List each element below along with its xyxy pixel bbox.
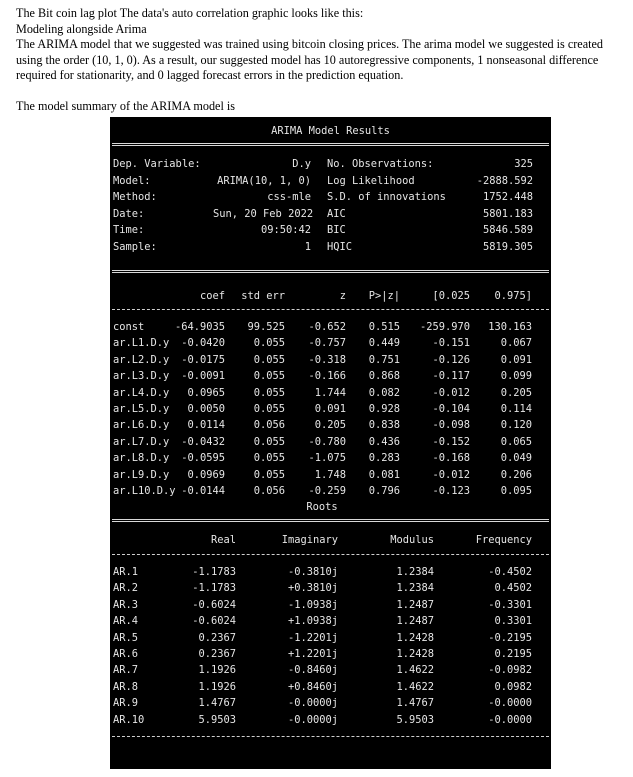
root-value: 1.4622 [396, 680, 434, 693]
model-info-row [113, 175, 548, 191]
model-info-row [113, 191, 548, 207]
coef-row [113, 403, 548, 419]
root-value: +0.3810j [287, 582, 338, 595]
coef-header-cell: 0.975] [494, 290, 532, 302]
info-value: D.y [292, 158, 311, 170]
coef-value: 0.099 [500, 370, 532, 383]
roots-row [113, 697, 548, 713]
coef-value: 0.055 [253, 337, 285, 350]
coef-value: -0.0432 [181, 435, 225, 448]
coef-row [113, 387, 548, 403]
model-info-row [113, 158, 548, 174]
coef-value: 0.056 [253, 485, 285, 497]
coef-value: 0.055 [253, 452, 285, 465]
coef-value: -0.151 [432, 337, 470, 350]
coef-name: ar.L10.D.y [113, 485, 176, 497]
coef-value: 0.055 [253, 468, 285, 481]
coef-value: 0.0965 [187, 386, 225, 399]
coef-value: 0.0114 [187, 419, 225, 432]
roots-row [113, 714, 548, 730]
coef-name: ar.L4.D.y [113, 386, 170, 399]
coef-value: -0.757 [308, 337, 346, 350]
info-label: No. Observations: [327, 158, 434, 170]
root-name: AR.4 [113, 615, 139, 628]
root-value: 1.2428 [396, 648, 434, 660]
info-value: 1 [304, 240, 311, 253]
root-value: 5.9503 [396, 713, 434, 726]
roots-title [113, 501, 548, 517]
coef-name: ar.L3.D.y [113, 370, 170, 383]
coef-value: 0.868 [368, 370, 400, 383]
results-title-text: ARIMA Model Results [271, 125, 390, 137]
root-value: +1.2201j [287, 648, 338, 660]
coef-value: -0.0595 [181, 452, 225, 465]
info-label: HQIC [327, 240, 353, 253]
root-name: AR.6 [113, 648, 139, 660]
document-text [16, 6, 622, 115]
coef-header-cell: std err [241, 290, 285, 302]
root-value: 0.0982 [494, 680, 532, 693]
model-info-row [113, 224, 548, 240]
coef-value: 0.055 [253, 403, 285, 415]
info-value: css-mle [267, 191, 311, 203]
root-value: 1.2487 [396, 598, 434, 611]
roots-row [113, 615, 548, 631]
root-value: -0.2195 [488, 631, 532, 644]
root-name: AR.1 [113, 566, 139, 578]
double-rule [112, 519, 549, 522]
coef-value: 0.205 [500, 386, 532, 399]
model-info-row [113, 208, 548, 224]
root-value: -0.0000 [488, 697, 532, 710]
model-info-row [113, 241, 548, 257]
coef-value: 1.744 [314, 386, 346, 399]
coef-value: -0.168 [432, 452, 470, 465]
coef-value: -0.166 [308, 370, 346, 383]
coef-value: 0.091 [314, 403, 346, 415]
root-value: -1.1783 [192, 582, 236, 595]
coef-value: 1.748 [314, 468, 346, 481]
dashed-rule [112, 736, 549, 737]
coef-name: ar.L5.D.y [113, 403, 170, 415]
coef-value: -0.126 [432, 353, 470, 366]
coef-row [113, 436, 548, 452]
info-value: 5846.589 [482, 224, 533, 236]
root-value: 5.9503 [198, 713, 236, 726]
dashed-rule [112, 554, 549, 555]
coef-value: -0.012 [432, 386, 470, 399]
coef-header-cell: P>|z| [368, 290, 400, 302]
root-value: 1.2384 [396, 566, 434, 578]
coef-value: 0.049 [500, 452, 532, 465]
coef-header-cell: z [339, 290, 346, 302]
coef-value: 0.065 [500, 435, 532, 448]
coef-value: 0.055 [253, 353, 285, 366]
root-value: 1.2428 [396, 631, 434, 644]
coef-value: -259.970 [419, 321, 470, 333]
info-value: 325 [514, 158, 533, 170]
coef-header-cell: [0.025 [432, 290, 470, 302]
coef-row [113, 370, 548, 386]
coef-value: -0.104 [432, 403, 470, 415]
coef-value: 0.206 [500, 468, 532, 481]
intro-paragraph: The ARIMA model that we suggested was trained using bitcoin closing prices. The arima model we suggested is created using the order (10, 1, 0). As a result, our suggested model has 10 autoregressive components, 1 nonseasonal difference required for stationarity, and 0 lagged forecast errors in the prediction equation. [16, 37, 604, 83]
dashed-rule [112, 309, 549, 310]
root-name: AR.7 [113, 664, 139, 677]
root-name: AR.3 [113, 598, 139, 611]
summary-intro-line: The model summary of the ARIMA model is [16, 98, 236, 113]
root-name: AR.9 [113, 697, 139, 710]
root-value: -0.3301 [488, 598, 532, 611]
coef-value: -64.9035 [174, 321, 225, 333]
root-name: AR.10 [113, 713, 145, 726]
roots-row [113, 566, 548, 582]
root-value: -1.0938j [287, 598, 338, 611]
root-name: AR.2 [113, 582, 139, 595]
root-name: AR.5 [113, 631, 139, 644]
root-value: 0.4502 [494, 582, 532, 595]
coef-value: 0.055 [253, 386, 285, 399]
root-value: -0.0000j [287, 713, 338, 726]
coef-value: -0.259 [308, 485, 346, 497]
root-value: +1.0938j [287, 615, 338, 628]
coef-value: -0.152 [432, 435, 470, 448]
coef-header-row [113, 290, 548, 306]
roots-row [113, 582, 548, 598]
coef-value: -0.012 [432, 468, 470, 481]
coef-value: -0.123 [432, 485, 470, 497]
coef-row [113, 354, 548, 370]
info-value: ARIMA(10, 1, 0) [217, 174, 311, 187]
coef-value: 0.055 [253, 435, 285, 448]
coef-row [113, 419, 548, 435]
info-value: -2888.592 [476, 174, 533, 187]
coef-value: 0.283 [368, 452, 400, 465]
coef-header-cell: coef [199, 290, 225, 302]
coef-value: 0.114 [500, 403, 532, 415]
coef-value: -0.098 [432, 419, 470, 432]
coef-value: -0.780 [308, 435, 346, 448]
coef-value: 0.205 [314, 419, 346, 432]
root-value: -0.0000 [488, 713, 532, 726]
root-name: AR.8 [113, 680, 139, 693]
arima-summary-screenshot [110, 117, 551, 769]
coef-value: 0.081 [368, 468, 400, 481]
coef-value: 0.796 [368, 485, 400, 497]
info-label: S.D. of innovations [327, 191, 446, 203]
root-value: 1.4622 [396, 664, 434, 677]
root-value: 1.1926 [198, 680, 236, 693]
coef-value: -0.0091 [181, 370, 225, 383]
roots-row [113, 632, 548, 648]
coef-value: -0.117 [432, 370, 470, 383]
roots-header-cell: Imaginary [281, 534, 338, 546]
roots-row [113, 599, 548, 615]
info-label: Sample: [113, 240, 157, 253]
root-value: -0.4502 [488, 566, 532, 578]
info-value: 1752.448 [482, 191, 533, 203]
root-value: -0.3810j [287, 566, 338, 578]
coef-value: 0.515 [368, 321, 400, 333]
root-value: 1.4767 [198, 697, 236, 710]
double-rule [112, 270, 549, 273]
coef-value: 0.0969 [187, 468, 225, 481]
root-value: -0.6024 [192, 598, 236, 611]
coef-row [113, 452, 548, 468]
info-value: 5801.183 [482, 207, 533, 220]
root-value: 1.1926 [198, 664, 236, 677]
info-label: BIC [327, 224, 346, 236]
roots-header-row [113, 534, 548, 550]
root-value: -0.6024 [192, 615, 236, 628]
info-value: Sun, 20 Feb 2022 [213, 207, 314, 220]
root-value: -1.2201j [287, 631, 338, 644]
coef-value: 0.067 [500, 337, 532, 350]
root-value: -0.0000j [287, 697, 338, 710]
coef-value: -0.652 [308, 321, 346, 333]
intro-line-2: Modeling alongside Arima [16, 21, 147, 36]
coef-value: 0.0050 [187, 403, 225, 415]
coef-value: -0.318 [308, 353, 346, 366]
coef-value: 99.525 [247, 321, 285, 333]
roots-header-cell: Modulus [390, 534, 434, 546]
info-value: 5819.305 [482, 240, 533, 253]
coef-name: ar.L9.D.y [113, 468, 170, 481]
info-label: Date: [113, 207, 145, 220]
info-label: AIC [327, 207, 346, 220]
coef-name: ar.L7.D.y [113, 435, 170, 448]
coef-row [113, 321, 548, 337]
coef-value: 0.928 [368, 403, 400, 415]
coef-name: const [113, 321, 145, 333]
coef-name: ar.L8.D.y [113, 452, 170, 465]
root-value: 0.2195 [494, 648, 532, 660]
roots-row [113, 664, 548, 680]
root-value: 1.2487 [396, 615, 434, 628]
intro-line-1: The Bit coin lag plot The data's auto correlation graphic looks like this: [16, 6, 364, 20]
coef-name: ar.L2.D.y [113, 353, 170, 366]
coef-value: 130.163 [488, 321, 532, 333]
results-title [113, 125, 548, 141]
coef-name: ar.L1.D.y [113, 337, 170, 350]
coef-value: -1.075 [308, 452, 346, 465]
coef-value: 0.120 [500, 419, 532, 432]
info-label: Dep. Variable: [113, 158, 201, 170]
roots-row [113, 681, 548, 697]
root-value: 1.2384 [396, 582, 434, 595]
coef-row [113, 337, 548, 353]
roots-header-cell: Frequency [475, 534, 532, 546]
coef-row [113, 485, 548, 501]
root-value: 1.4767 [396, 697, 434, 710]
root-value: -1.1783 [192, 566, 236, 578]
root-value: 0.3301 [494, 615, 532, 628]
roots-row [113, 648, 548, 664]
root-value: +0.8460j [287, 680, 338, 693]
root-value: 0.2367 [198, 631, 236, 644]
roots-header-cell: Real [210, 534, 236, 546]
root-value: -0.0982 [488, 664, 532, 677]
coef-value: 0.449 [368, 337, 400, 350]
coef-value: 0.436 [368, 435, 400, 448]
coef-value: -0.0175 [181, 353, 225, 366]
coef-value: 0.095 [500, 485, 532, 497]
double-rule [112, 143, 549, 146]
coef-value: 0.056 [253, 419, 285, 432]
coef-value: 0.091 [500, 353, 532, 366]
info-label: Log Likelihood [327, 174, 415, 187]
coef-row [113, 469, 548, 485]
root-value: 0.2367 [198, 648, 236, 660]
info-label: Method: [113, 191, 157, 203]
coef-value: -0.0144 [181, 485, 225, 497]
roots-title-text: Roots [306, 501, 338, 513]
root-value: -0.8460j [287, 664, 338, 677]
coef-value: 0.838 [368, 419, 400, 432]
info-value: 09:50:42 [260, 224, 311, 236]
coef-name: ar.L6.D.y [113, 419, 170, 432]
coef-value: 0.055 [253, 370, 285, 383]
coef-value: 0.751 [368, 353, 400, 366]
coef-value: 0.082 [368, 386, 400, 399]
coef-value: -0.0420 [181, 337, 225, 350]
info-label: Model: [113, 174, 151, 187]
info-label: Time: [113, 224, 145, 236]
